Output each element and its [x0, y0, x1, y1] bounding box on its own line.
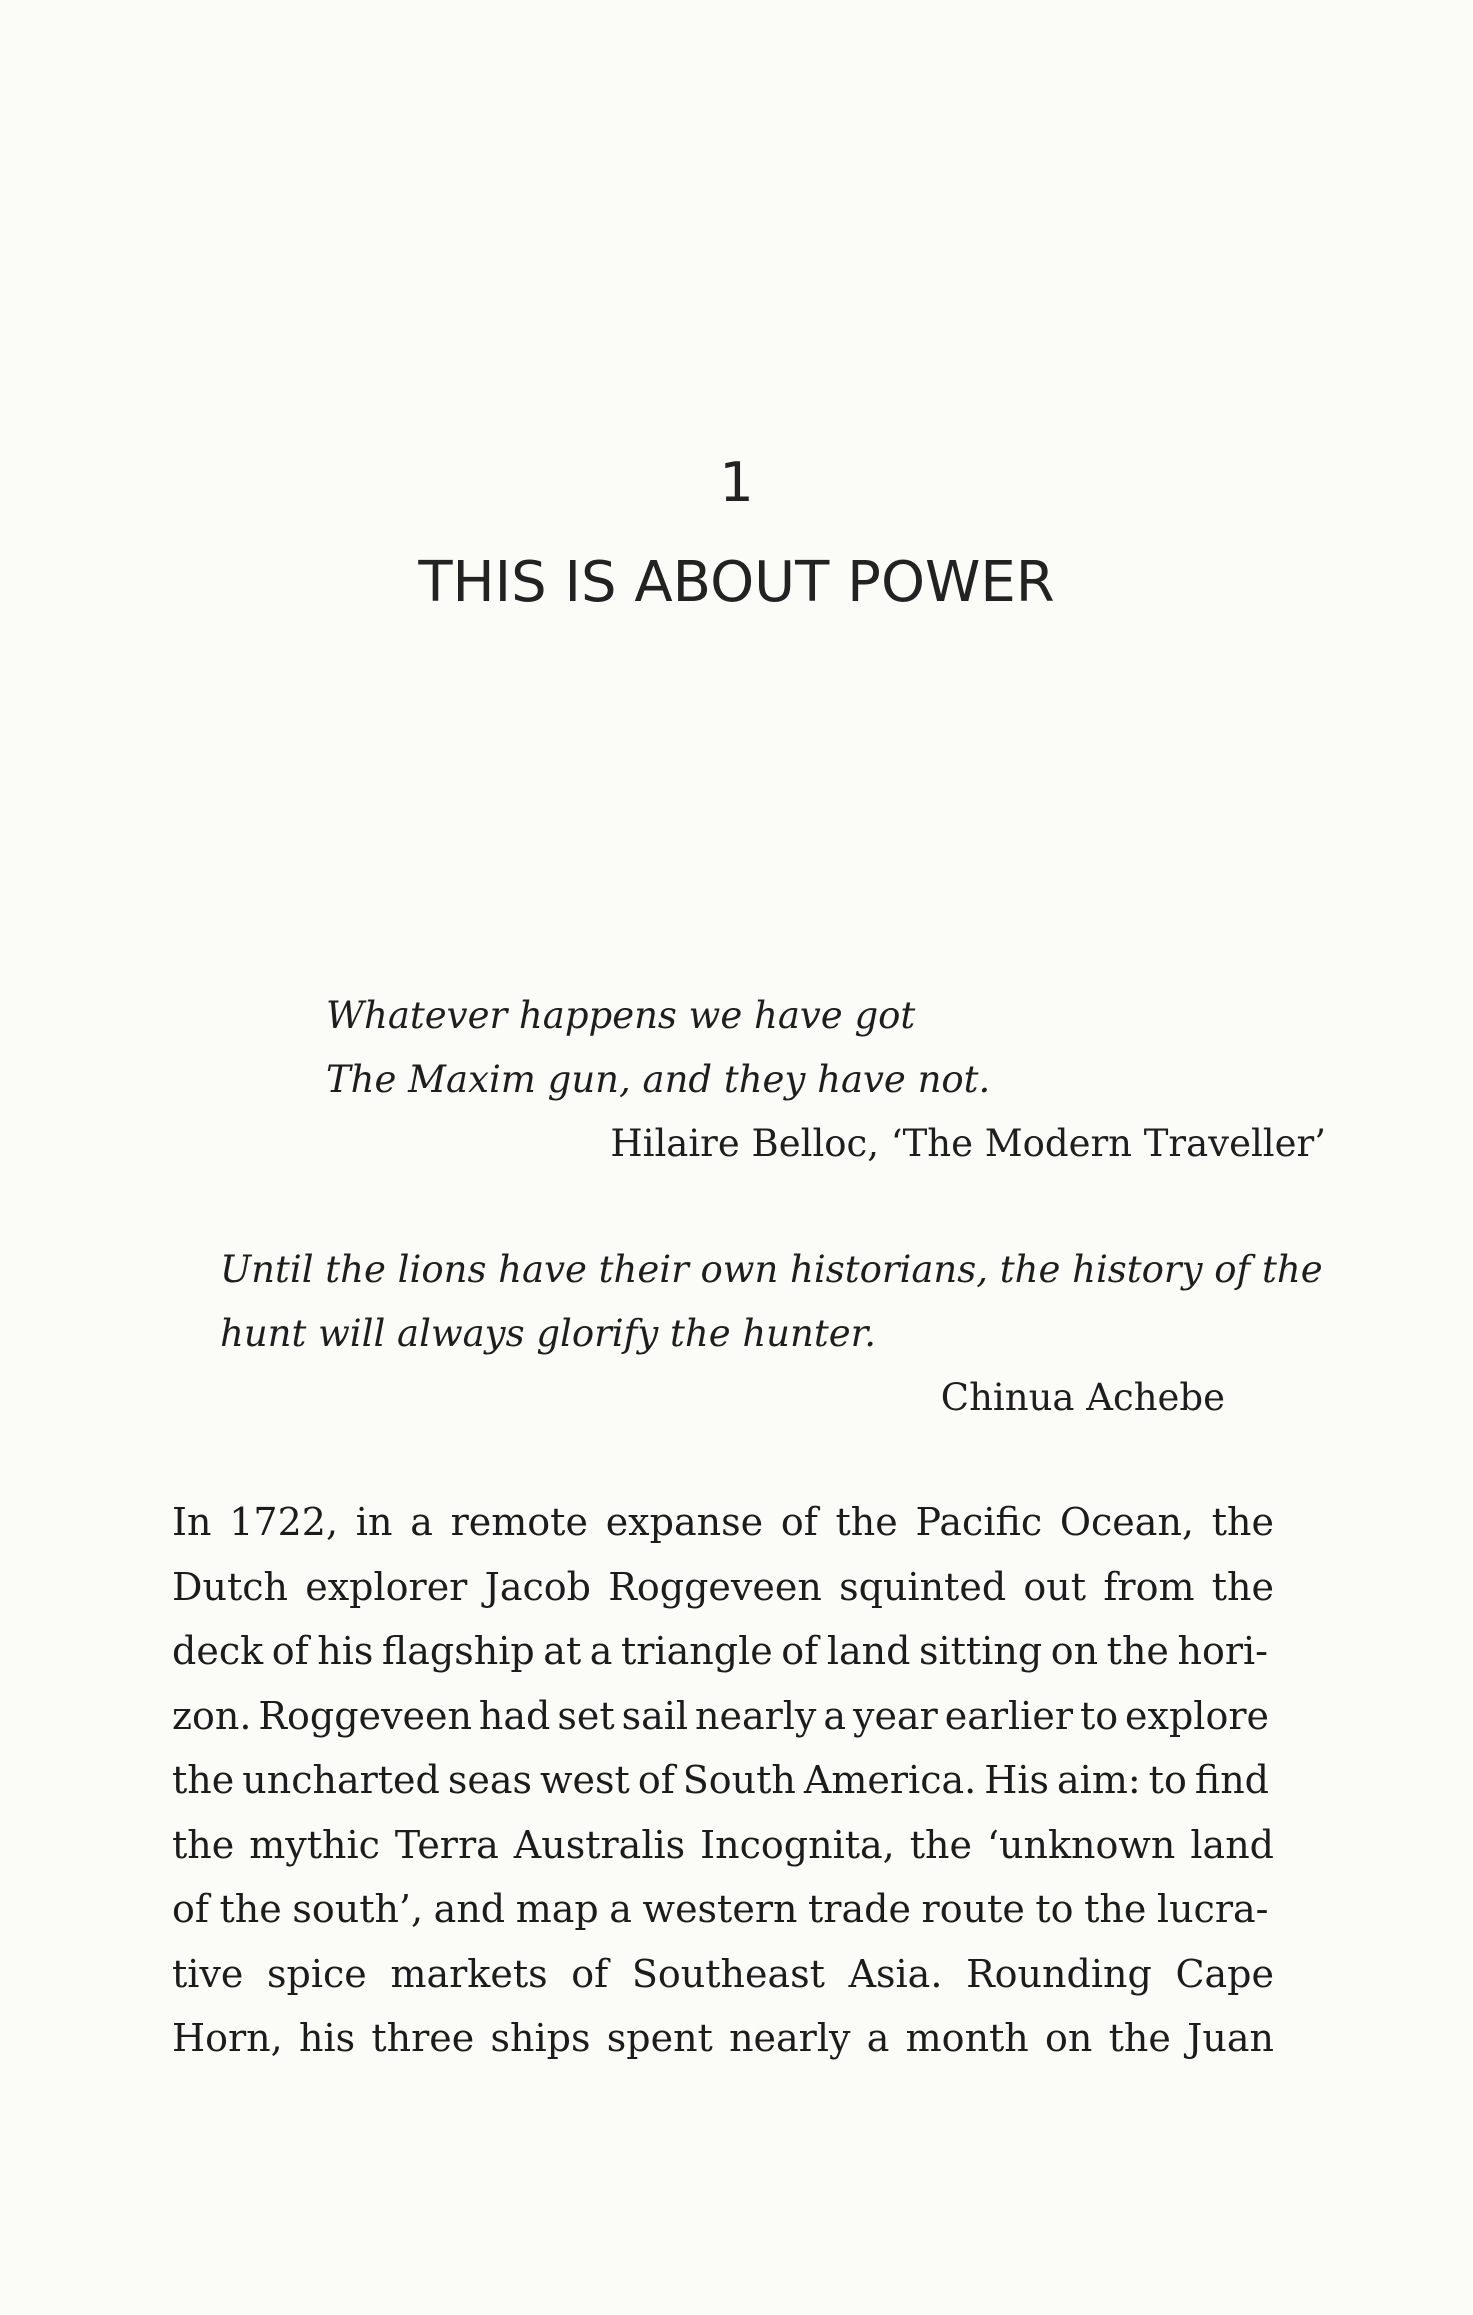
- chapter-number: 1: [719, 451, 754, 514]
- body-line: Dutch explorer Jacob Roggeveen squinted out from the: [172, 1564, 1274, 1609]
- epigraph-line: Until the lions have their own historians, the history of the: [220, 1248, 1323, 1291]
- epigraph-line: The Maxim gun, and they have not.: [326, 1058, 991, 1101]
- body-line: tive spice markets of Southeast Asia. Rounding Cape: [172, 1951, 1274, 1996]
- epigraph-attribution: Hilaire Belloc, ‘The Modern Traveller’: [610, 1122, 1326, 1165]
- epigraph-achebe: [220, 1238, 1323, 1430]
- body-line: Horn, his three ships spent nearly a month on the Juan: [172, 2016, 1274, 2060]
- body-line: the uncharted seas west of South America. His aim: to find: [172, 1758, 1269, 1802]
- body-line: the mythic Terra Australis Incognita, the ‘unknown land: [172, 1822, 1274, 1867]
- body-paragraph: [172, 1490, 1274, 2071]
- epigraph-verse: [220, 1238, 1323, 1366]
- epigraph-attribution: Chinua Achebe: [940, 1376, 1225, 1419]
- body-line: In 1722, in a remote expanse of the Pacific Ocean, the: [172, 1500, 1274, 1544]
- epigraph-line: hunt will always glorify the hunter.: [220, 1312, 876, 1355]
- body-line: deck of his flagship at a triangle of land sitting on the hori-: [172, 1629, 1268, 1673]
- epigraph-belloc: [326, 984, 1326, 1165]
- body-line: zon. Roggeveen had set sail nearly a year earlier to explore: [172, 1693, 1269, 1738]
- body-line: of the south’, and map a western trade route to the lucra-: [172, 1887, 1269, 1931]
- chapter-title: THIS IS ABOUT POWER: [418, 550, 1055, 615]
- epigraph-verse: [326, 984, 1226, 1112]
- epigraph-line: Whatever happens we have got: [326, 994, 916, 1037]
